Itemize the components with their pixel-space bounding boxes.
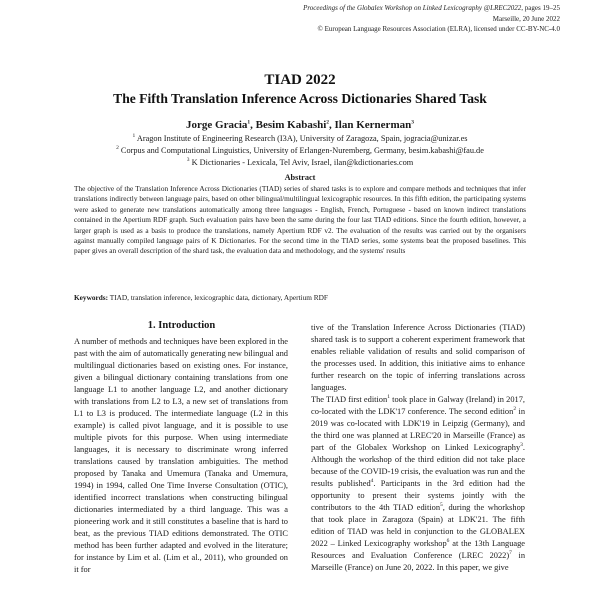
continued-paragraph: tive of the Translation Inference Across Dictionaries (TIAD) shared task is to support a coherent experiment framework that enables reliable validation of results and solid comparison of the processes used. In addition, this initiative aims to enhance further research on the topic of inferring translations across languages. — [311, 323, 525, 392]
footnote-mark: 6 — [446, 538, 450, 545]
footnote-mark: 7 — [509, 550, 512, 557]
footnote-mark: 3 — [520, 442, 523, 449]
author-mark: 1 — [247, 119, 251, 126]
tiad-history-paragraph: The TIAD first edition$^1$ took place in Galway (Ireland) in 2017, co-located with the LDK'17 conference. The second edition$^2$ in 2019 was co-located with LDK'19 in Leipzig (Germany), and the third one was planned at LREC'20 in Marseille (France) as part of the Globalex Workshop on Linked Lexicography$^3$. Although the workshop of the third edition did not take place because of the COVID-19 crisis, the evaluation was run and the results published$^4$. Participants in the 3rd edition had the opportunity to present their systems jointly with the contributors to the 4th TIAD edition$^5$, during the whorkshop that took place in Zaragoza (Spain) at LDK'21. The fifth edition of TIAD was held in conjunction to the GLOBALEX 2022 – Linked Lexicography workshop$^6$ at the 13th Language Resources and Evaluation Conference (LREC 2022)$^7$ in Marseille (France) on June 20, 2022. In this paper, we give — [311, 394, 526, 572]
author-name: Jorge Gracia — [186, 119, 248, 131]
intro-paragraph: A number of methods and techniques have been explored in the past with the aim of automatically generating new bilingual and multilingual dictionaries based on existing ones. For instance, given a bilingual dictionary containing translations from one language L1 to another language L2, and another dictionary with translations from L2 to L3, a new set of translations from L1 to L3 is produced. The intermediate language (L2 in this example) is called pivot language, and it is possible to use multiple pivots for this purpose. When using intermediate languages, it is necessary to discriminate wrong inferred translations caused by translation ambiguities. The method proposed by Tanaka and Umemura (Tanaka and Umemura, 1994) in 1994, called One Time Inverse Consultation (OTIC), identified incorrect translations when constructing bilingual dictionaries intermediated by a third language. This was a pioneering work and it still constitutes a baseline that is hard to beat, as the previous TIAD editions demonstrated. The OTIC method has been further adapted and evolved in the literature; for instance by Lim et al. (Lim et al., 2011), who grounded on it for — [74, 337, 288, 574]
author-list — [0, 118, 600, 132]
proceedings-header — [230, 3, 560, 35]
author-mark: 2 — [326, 119, 330, 126]
header-line-2: Marseille, 20 June 2022 — [492, 14, 560, 23]
left-column-text — [74, 336, 288, 576]
paper-title-line-1: TIAD 2022 — [264, 72, 336, 88]
paper-title-line-2: The Fifth Translation Inference Across Dictionaries Shared Task — [113, 91, 487, 106]
abstract-heading: Abstract — [284, 173, 316, 182]
author-separator: , — [329, 119, 335, 131]
affiliations — [0, 133, 600, 169]
author-separator: , — [250, 119, 256, 131]
affiliation-line: $^2$ Corpus and Computational Linguistics, University of Erlangen-Nuremberg, Germany, besim.kabashi@fau.de — [116, 145, 484, 155]
author-name: Besim Kabashi — [255, 119, 327, 131]
abstract-body: The objective of the Translation Inference Across Dictionaries (TIAD) series of shared tasks is to explore and compare methods and techniques that infer translations indirectly between language pairs, based on other bilingual/multilingual lexicographic resources. In this fifth edition, the participating systems were asked to generate new translations automatically among three languages - English, French, Portuguese - based on known indirect translations contained in the Apertium RDF graph. Such evaluation pairs have been the same during the four last TIAD editions. Since the fourth edition, however, a larger graph is used as a basis to produce the translations, namely Apertium RDF v2. The evaluation of the results was carried out by the organisers against manually compiled language pairs of K Dictionaries. For the second time in the TIAD series, some systems beat the proposed baselines. This paper gives an overall description of the shard task, the evaluation data and methodology, and the systems' results — [74, 184, 526, 256]
keywords-line — [74, 293, 526, 303]
footnote-mark: 5 — [440, 502, 443, 509]
footnote-mark: 2 — [513, 406, 517, 413]
header-line-1: Proceedings of the Globalex Workshop on Linked Lexicography @LREC2022, pages 19–25 — [303, 4, 560, 12]
header-line-3: © European Language Resources Association (ELRA), licensed under CC-BY-NC-4.0 — [317, 25, 560, 33]
footnote-mark: 1 — [387, 394, 390, 401]
keywords-text: TIAD, translation inference, lexicographic data, dictionary, Apertium RDF — [108, 293, 328, 302]
author-name: Ilan Kernerman — [334, 119, 412, 131]
footnote-mark: 4 — [370, 478, 374, 485]
keywords-label: Keywords: — [74, 293, 109, 302]
section-heading-introduction: 1. Introduction — [147, 320, 216, 331]
affiliation-line: $^1$ Aragon Institute of Engineering Research (I3A), University of Zaragoza, Spain, jogracia@unizar.es — [132, 133, 468, 143]
right-column-text — [311, 322, 525, 574]
affiliation-line: $^3$ K Dictionaries - Lexicala, Tel Aviv, Israel, ilan@kdictionaries.com — [186, 157, 414, 167]
author-mark: 3 — [411, 119, 414, 126]
